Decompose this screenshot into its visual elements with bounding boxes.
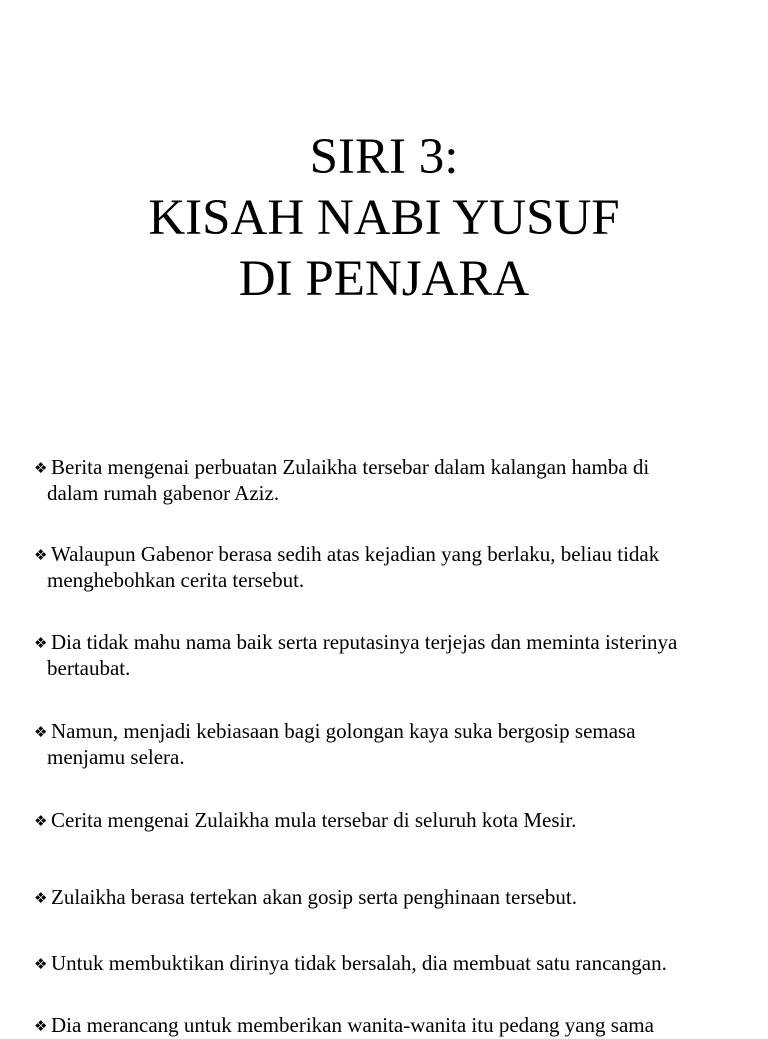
list-item — [34, 542, 745, 593]
bullet-text: Cerita mengenai Zulaikha mula tersebar di seluruh kota Mesir. — [51, 808, 577, 832]
list-item — [34, 630, 745, 681]
list-item — [34, 885, 745, 911]
list-item — [34, 719, 745, 770]
diamond-bullet-icon: ❖ — [34, 955, 48, 973]
diamond-bullet-icon: ❖ — [34, 634, 48, 652]
bullet-text-continued: menjamu selera. — [47, 745, 185, 769]
title-line-1: SIRI 3: — [309, 129, 459, 185]
diamond-bullet-icon: ❖ — [34, 1017, 48, 1035]
bullet-text: Namun, menjadi kebiasaan bagi golongan kaya suka bergosip semasa — [51, 719, 636, 743]
bullet-text: Dia tidak mahu nama baik serta reputasinya terjejas dan meminta isterinya — [51, 630, 678, 654]
diamond-bullet-icon: ❖ — [34, 889, 48, 907]
list-item — [34, 1013, 745, 1039]
title-line-3: DI PENJARA — [238, 251, 530, 307]
diamond-bullet-icon: ❖ — [34, 459, 48, 477]
diamond-bullet-icon: ❖ — [34, 546, 48, 564]
list-item — [34, 951, 745, 977]
bullet-text: Untuk membuktikan dirinya tidak bersalah, dia membuat satu rancangan. — [51, 951, 667, 975]
bullet-text-continued: bertaubat. — [47, 656, 131, 680]
diamond-bullet-icon: ❖ — [34, 812, 48, 830]
bullet-text-continued: dalam rumah gabenor Aziz. — [47, 481, 280, 505]
bullet-text: Dia merancang untuk memberikan wanita-wanita itu pedang yang sama — [51, 1013, 654, 1037]
bullet-text: Walaupun Gabenor berasa sedih atas kejadian yang berlaku, beliau tidak — [51, 542, 660, 566]
bullet-text-continued: menghebohkan cerita tersebut. — [47, 568, 305, 592]
bullet-text: Zulaikha berasa tertekan akan gosip serta penghinaan tersebut. — [51, 885, 577, 909]
page-title — [0, 127, 768, 310]
list-item — [34, 808, 745, 834]
diamond-bullet-icon: ❖ — [34, 723, 48, 741]
title-line-2: KISAH NABI YUSUF — [148, 190, 620, 246]
list-item — [34, 455, 745, 506]
bullet-text: Berita mengenai perbuatan Zulaikha tersebar dalam kalangan hamba di — [51, 455, 650, 479]
